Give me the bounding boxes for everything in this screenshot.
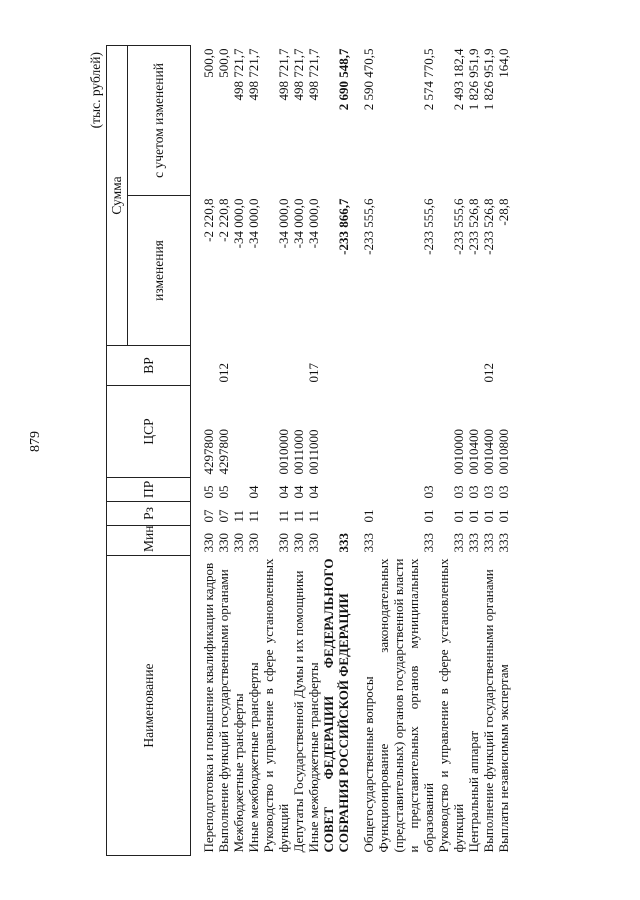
cell-vr — [321, 346, 351, 386]
cell-total: 1 826 951,9 — [481, 48, 496, 111]
units-note: (тыс. рублей) — [88, 52, 103, 129]
cell-total: 498 721,7 — [306, 48, 321, 101]
table-spacer — [191, 45, 202, 855]
cell-min: 333 — [336, 533, 351, 553]
cell-total: 498 721,7 — [231, 48, 246, 101]
cell-change: -34 000,0 — [306, 198, 321, 249]
cell-pr — [321, 478, 351, 502]
table-body — [191, 45, 512, 855]
cell-min: 333 — [481, 533, 496, 553]
cell-total: 164,0 — [496, 48, 511, 78]
cell-name: Руководство и управление в сфере установленных функций — [261, 558, 291, 853]
cell-csr — [246, 386, 261, 478]
cell-min: 333 — [361, 533, 376, 553]
cell-vr — [436, 346, 466, 386]
table-row — [306, 45, 321, 855]
cell-name: Центральный аппарат — [466, 730, 481, 853]
cell-total: 500,0 — [201, 48, 216, 78]
cell-rz: 01 — [361, 509, 376, 523]
cell-name: Иные межбюджетные трансферты — [246, 662, 261, 853]
cell-min: 330 — [306, 533, 321, 553]
cell-vr: 012 — [481, 363, 496, 383]
cell-change: -28,8 — [496, 198, 511, 226]
cell-csr — [321, 386, 351, 478]
cell-pr: 05 — [201, 485, 216, 499]
cell-change: -233 526,8 — [466, 198, 481, 255]
cell-change: -233 555,6 — [421, 198, 436, 255]
cell-csr: 4297800 — [201, 429, 216, 475]
table-header — [107, 45, 191, 855]
cell-vr — [261, 346, 291, 386]
cell-pr: 04 — [276, 485, 291, 499]
cell-pr — [231, 478, 246, 502]
cell-name: Функционирование законодательных (представительных) органов государственной власти и представительных органов муниципальных образований — [376, 558, 436, 853]
cell-vr — [466, 346, 481, 386]
cell-csr: 0011000 — [306, 429, 321, 475]
cell-rz: 07 — [201, 509, 216, 523]
cell-rz: 11 — [276, 509, 291, 523]
cell-pr: 03 — [466, 485, 481, 499]
cell-min: 330 — [246, 533, 261, 553]
cell-name: Иные межбюджетные трансферты — [306, 662, 321, 853]
cell-change: -34 000,0 — [291, 198, 306, 249]
cell-change: -233 555,6 — [451, 198, 466, 255]
cell-total: 2 590 470,5 — [361, 48, 376, 111]
cell-vr: 017 — [306, 363, 321, 383]
header-change: изменения — [128, 196, 191, 346]
cell-csr: 0010800 — [496, 429, 511, 475]
cell-min: 330 — [216, 533, 231, 553]
header-pr: ПР — [107, 478, 191, 502]
cell-name: Переподготовка и повышение квалификации кадров — [201, 562, 216, 853]
table-row — [321, 45, 351, 855]
cell-total: 2 690 548,7 — [336, 48, 351, 111]
cell-pr: 03 — [421, 485, 436, 499]
cell-csr: 0010400 — [466, 429, 481, 475]
header-rz: Рз — [107, 502, 191, 526]
page-number: 879 — [28, 431, 43, 452]
cell-name: СОВЕТ ФЕДЕРАЦИИ ФЕДЕРАЛЬНОГО СОБРАНИЯ РОССИЙСКОЙ ФЕДЕРАЦИИ — [321, 558, 351, 853]
header-name: Наименование — [107, 556, 191, 856]
cell-min: 333 — [421, 533, 436, 553]
cell-name: Общегосударственные вопросы — [361, 676, 376, 853]
cell-change: -34 000,0 — [246, 198, 261, 249]
cell-rz: 11 — [246, 509, 261, 523]
table-spacer — [351, 45, 361, 855]
table-row — [201, 45, 216, 855]
cell-csr: 4297800 — [216, 429, 231, 475]
table-row — [466, 45, 481, 855]
cell-pr: 03 — [481, 485, 496, 499]
budget-sheet — [88, 46, 558, 856]
cell-change: -34 000,0 — [276, 198, 291, 249]
cell-change: -34 000,0 — [231, 198, 246, 249]
table-row — [246, 45, 261, 855]
cell-rz: 11 — [231, 509, 246, 523]
header-sum: Сумма — [107, 45, 128, 345]
budget-table — [106, 45, 511, 856]
cell-pr: 04 — [291, 485, 306, 499]
cell-total: 2 574 770,5 — [421, 48, 436, 111]
cell-change: -233 866,7 — [336, 198, 351, 255]
cell-name: Выплаты независимым экспертам — [496, 664, 511, 853]
cell-pr: 04 — [246, 485, 261, 499]
table-row — [216, 45, 231, 855]
cell-name: Руководство и управление в сфере установленных функций — [436, 558, 466, 853]
cell-rz: 07 — [216, 509, 231, 523]
cell-total: 498 721,7 — [246, 48, 261, 101]
cell-rz: 01 — [481, 509, 496, 523]
cell-rz: 11 — [306, 509, 321, 523]
cell-rz: 01 — [421, 509, 436, 523]
cell-min: 330 — [231, 533, 246, 553]
cell-min: 333 — [496, 533, 511, 553]
cell-total: 500,0 — [216, 48, 231, 78]
cell-pr: 03 — [496, 485, 511, 499]
cell-min: 330 — [201, 533, 216, 553]
cell-csr: 0010000 — [276, 429, 291, 475]
table-row — [361, 45, 376, 855]
cell-pr: 03 — [451, 485, 466, 499]
cell-total: 1 826 951,9 — [466, 48, 481, 111]
cell-name: Межбюджетные трансферты — [231, 693, 246, 853]
header-csr: ЦСР — [107, 386, 191, 478]
cell-name: Выполнение функций государственными органами — [216, 569, 231, 853]
cell-min: 333 — [466, 533, 481, 553]
cell-csr — [231, 386, 246, 478]
table-row — [481, 45, 496, 855]
cell-change: -2 220,8 — [201, 198, 216, 242]
cell-csr: 0010000 — [451, 429, 466, 475]
cell-name: Депутаты Государственной Думы и их помощники — [291, 570, 306, 853]
cell-change: -233 555,6 — [361, 198, 376, 255]
cell-min: 330 — [276, 533, 291, 553]
cell-rz: 01 — [451, 509, 466, 523]
cell-csr — [361, 386, 376, 478]
table-row — [291, 45, 306, 855]
cell-csr: 0011000 — [291, 429, 306, 475]
cell-rz: 11 — [291, 509, 306, 523]
cell-pr: 05 — [216, 485, 231, 499]
cell-vr — [246, 346, 261, 386]
cell-total: 498 721,7 — [291, 48, 306, 101]
cell-vr — [291, 346, 306, 386]
cell-min: 333 — [451, 533, 466, 553]
cell-total: 498 721,7 — [276, 48, 291, 101]
cell-vr — [496, 346, 511, 386]
table-row — [376, 45, 436, 855]
cell-vr — [376, 346, 436, 386]
table-row — [261, 45, 291, 855]
cell-pr — [361, 478, 376, 502]
cell-change: -233 526,8 — [481, 198, 496, 255]
header-with-changes: с учетом изменений — [128, 45, 191, 195]
table-row — [231, 45, 246, 855]
cell-rz: 01 — [466, 509, 481, 523]
cell-csr — [376, 386, 436, 478]
cell-vr: 012 — [216, 363, 231, 383]
cell-name: Выполнение функций государственными органами — [481, 569, 496, 853]
cell-csr: 0010400 — [481, 429, 496, 475]
cell-vr — [231, 346, 246, 386]
cell-rz: 01 — [496, 509, 511, 523]
table-row — [496, 45, 511, 855]
cell-pr: 04 — [306, 485, 321, 499]
header-min: Мин — [107, 526, 191, 556]
cell-rz — [321, 502, 351, 526]
header-vr: ВР — [107, 346, 191, 386]
cell-change: -2 220,8 — [216, 198, 231, 242]
table-row — [436, 45, 466, 855]
cell-min: 330 — [291, 533, 306, 553]
cell-vr — [361, 346, 376, 386]
cell-vr — [201, 346, 216, 386]
cell-total: 2 493 182,4 — [451, 48, 466, 111]
